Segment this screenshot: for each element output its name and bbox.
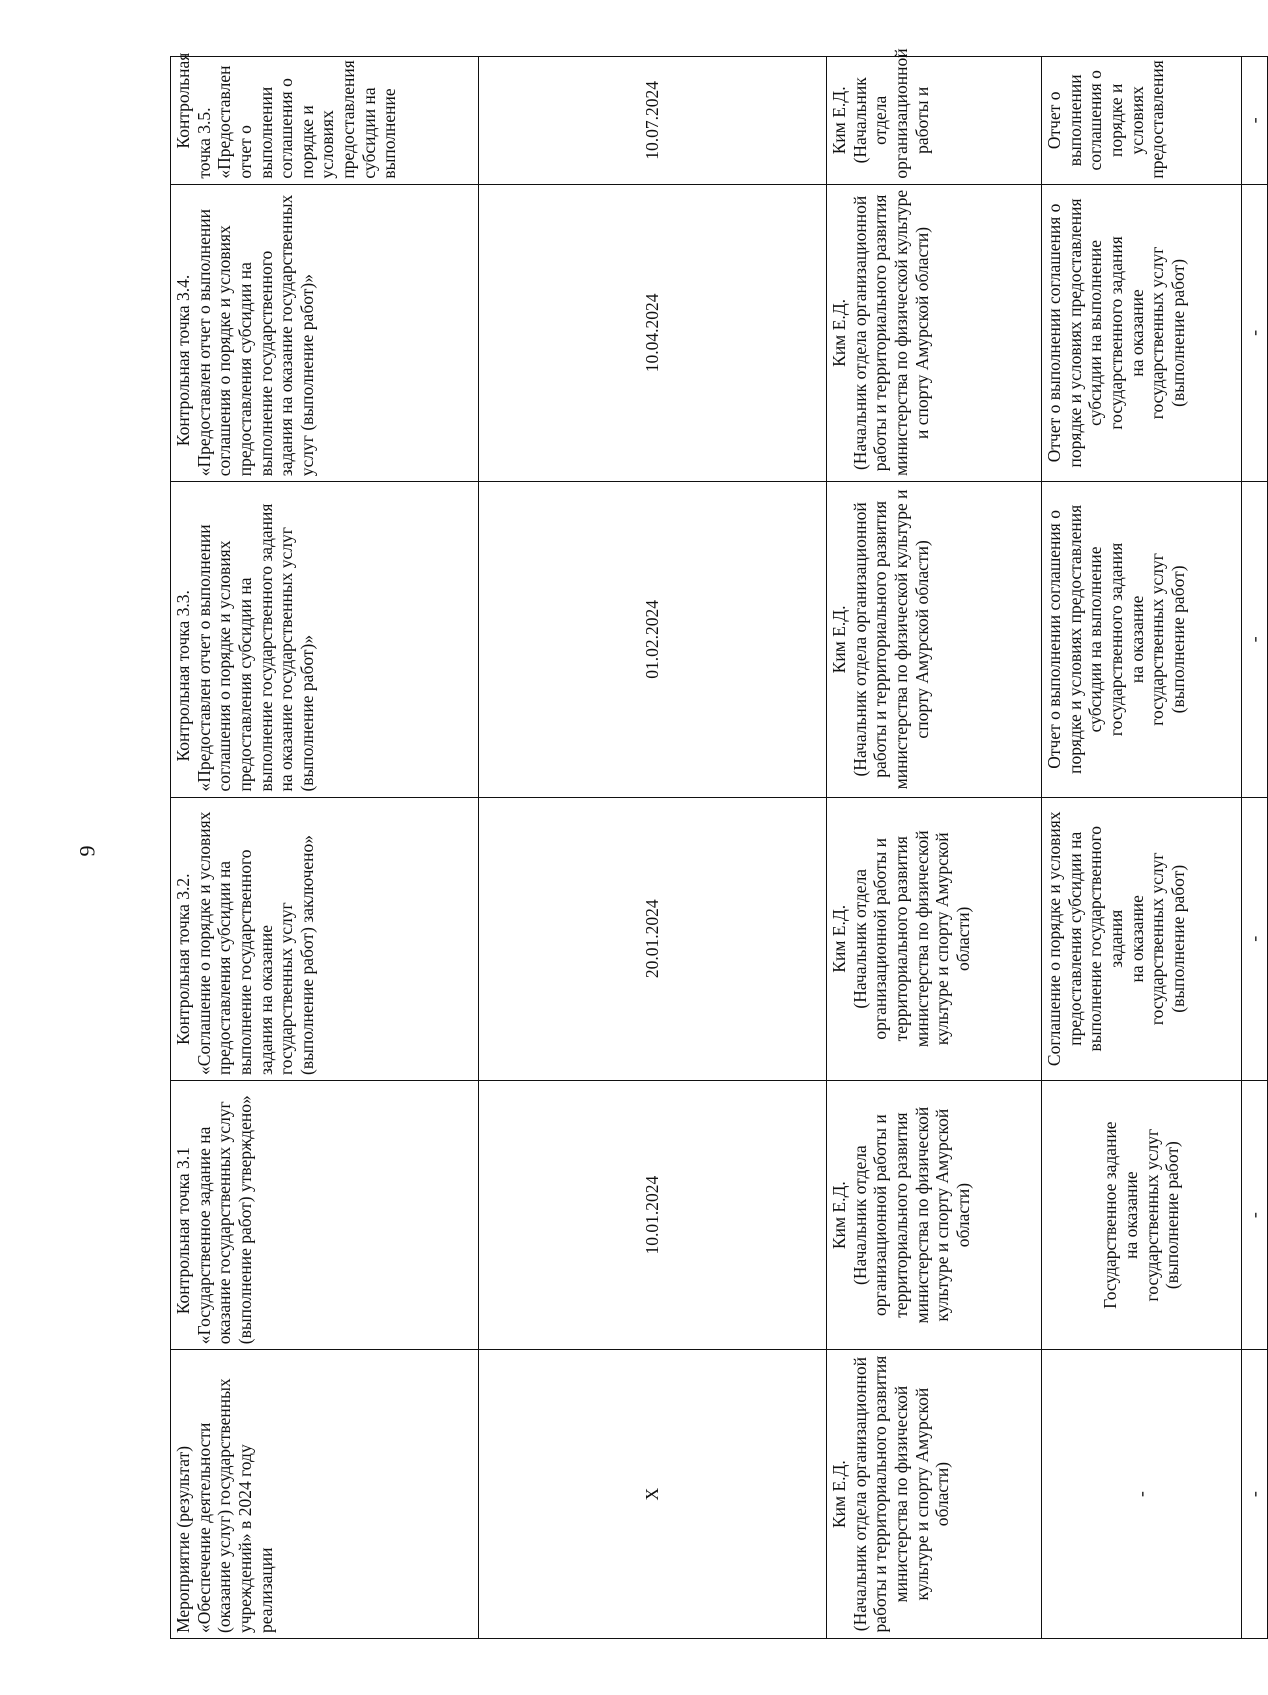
cell-document: Отчет о выполнении соглашения о порядке и условиях предоставления <box>1042 57 1242 185</box>
cell-name: Контрольная точка 3.3. «Предоставлен отчет о выполнении соглашения о порядке и условиях предоставления субсидии на выполнение государственного задания на оказание государственных услуг (выполнение работ)» <box>171 482 479 797</box>
cell-name: Контрольная точка 3.1 «Государственное задание на оказание государственных услуг (выполнение работ) утверждено» <box>171 1080 479 1349</box>
page-number: 9 <box>74 845 100 857</box>
cell-date: 10.04.2024 <box>479 184 827 482</box>
schedule-table-rotated <box>170 48 1264 1639</box>
row-info <box>1242 57 1268 1639</box>
cell-document: Отчет о выполнении соглашения о порядке и условиях предоставления субсидии на выполнение государственного задания на оказание государственных услуг (выполнение работ) <box>1042 184 1242 482</box>
schedule-table <box>170 48 1268 1639</box>
cell-info: - <box>1242 57 1268 185</box>
cell-responsible: Ким Е.Д. (Начальник отдела организационной работы и территориального развития министерства по физической культуре и спорту Амурской области) <box>827 1350 1042 1639</box>
cell-date: 01.02.2024 <box>479 482 827 797</box>
cell-document: Соглашение о порядке и условиях предоставления субсидии на выполнение государственного задания на оказание государственных услуг (выполнение работ) <box>1042 797 1242 1080</box>
cell-date: 10.07.2024 <box>479 57 827 185</box>
cell-info: - <box>1242 184 1268 482</box>
row-document <box>1042 57 1242 1639</box>
cell-info: - <box>1242 1080 1268 1349</box>
cell-document: - <box>1042 1350 1242 1639</box>
cell-date: X <box>479 1350 827 1639</box>
cell-responsible: Ким Е.Д. (Начальник отдела организационной работы и территориального развития министерства по физической культуре и спорту Амурской области) <box>827 482 1042 797</box>
row-dates <box>479 57 827 1639</box>
cell-name: Мероприятие (результат) «Обеспечение деятельности (оказание услуг) государственных учреждений» в 2024 году реализации <box>171 1350 479 1639</box>
cell-name: Контрольная точка 3.4. «Предоставлен отчет о выполнении соглашения о порядке и условиях предоставления субсидии на выполнение государственного задания на оказание государственных услуг (выполнение работ)» <box>171 184 479 482</box>
cell-responsible: Ким Е.Д. (Начальник отдела организационной работы и территориального развития министерства по физической культуре и спорту Амурской области) <box>827 1080 1042 1349</box>
cell-info: - <box>1242 797 1268 1080</box>
cell-responsible: Ким Е.Д. (Начальник отдела организационной работы и <box>827 57 1042 185</box>
cell-responsible: Ким Е.Д. (Начальник отдела организационной работы и территориального развития министерства по физической культуре и спорту Амурской области) <box>827 797 1042 1080</box>
row-names <box>171 57 479 1639</box>
cell-name: Контрольная точка 3.2. «Соглашение о порядке и условиях предоставления субсидии на выполнение государственного задания на оказание государственных услуг (выполнение работ) заключено» <box>171 797 479 1080</box>
cell-responsible: Ким Е.Д. (Начальник отдела организационной работы и территориального развития министерства по физической культуре и спорту Амурской области) <box>827 184 1042 482</box>
cell-document: Отчет о выполнении соглашения о порядке и условиях предоставления субсидии на выполнение государственного задания на оказание государственных услуг (выполнение работ) <box>1042 482 1242 797</box>
cell-name: Контрольная точка 3.5. «Предоставлен отчет о выполнении соглашения о порядке и условиях предоставления субсидии на выполнение <box>171 57 479 185</box>
cell-info: - <box>1242 1350 1268 1639</box>
cell-date: 10.01.2024 <box>479 1080 827 1349</box>
cell-document: Государственное задание на оказание государственных услуг (выполнение работ) <box>1042 1080 1242 1349</box>
cell-info: - <box>1242 482 1268 797</box>
cell-date: 20.01.2024 <box>479 797 827 1080</box>
row-responsible <box>827 57 1042 1639</box>
